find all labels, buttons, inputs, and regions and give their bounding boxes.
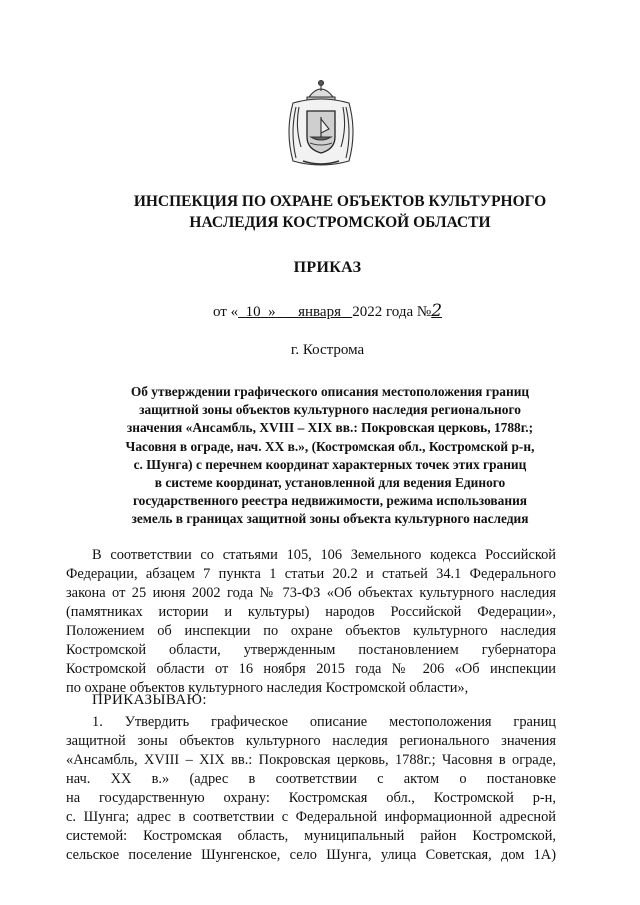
preamble-paragraph	[66, 546, 556, 698]
order-number: 2	[431, 301, 443, 321]
preamble-line: Положением об инспекции по охране объектов культурного наследия	[66, 623, 556, 639]
city: г. Кострома	[290, 342, 365, 358]
organization-line: НАСЛЕДИЯ КОСТРОМСКОЙ ОБЛАСТИ	[189, 214, 491, 231]
subject-line: государственного реестра недвижимости, режима использования	[132, 493, 528, 509]
date-prefix: от «	[213, 304, 239, 320]
clause-line: защитной зоны объектов культурного наследия регионального значения	[66, 733, 556, 749]
organization-line: ИНСПЕКЦИЯ ПО ОХРАНЕ ОБЪЕКТОВ КУЛЬТУРНОГО	[133, 193, 547, 210]
preamble-line: В соответствии со статьями 105, 106 Земельного кодекса Российской	[92, 547, 556, 563]
clause-line: с. Шунга; адрес в соответствии с Федеральной информационной адресной	[66, 809, 556, 825]
preamble-line: (памятниках истории и культуры) народов Российской Федерации»,	[66, 604, 556, 620]
order-subject	[70, 383, 590, 529]
subject-line: с. Шунга) с перечнем координат характерных точек этих границ	[133, 456, 527, 472]
clause-1	[66, 713, 556, 865]
subject-line: значения «Ансамбль, XVIII – XIX вв.: Покровская церковь, 1788г.;	[126, 420, 534, 436]
subject-line: Часовня в ограде, нач. XX в.», (Костромская обл., Костромской р-н,	[125, 438, 535, 454]
clause-line: системой: Костромская область, муниципальный район Костромской,	[66, 828, 556, 844]
subject-line: земель в границах защитной зоны объекта культурного наследия	[131, 511, 529, 527]
date-month: января	[298, 304, 341, 320]
order-date-line	[213, 301, 442, 321]
preamble-line: Костромской области, утвержденным постановлением губернатора	[66, 642, 556, 658]
clause-line: сельское поселение Шунгенское, село Шунга, улица Советская, дом 1А)	[66, 847, 556, 863]
preamble-line: Федерации, абзацем 7 пункта 1 статьи 20.2 и статьей 34.1 Федерального	[66, 566, 556, 582]
preamble-line: по охране объектов культурного наследия Костромской области»,	[66, 680, 469, 696]
document-type: ПРИКАЗ	[293, 259, 362, 276]
preamble-line: закона от 25 июня 2002 года № 73-ФЗ «Об объектах культурного наследия	[66, 585, 556, 601]
date-year: 2022 года №	[352, 304, 432, 320]
clause-line: нач. XX в.» (адрес в соответствии с актом о постановке	[66, 771, 556, 787]
organization-title	[60, 191, 620, 233]
kostroma-coat-of-arms-icon	[279, 77, 363, 169]
clause-line: «Ансамбль, XVIII – XIX вв.: Покровская церковь, 1788г.; Часовня в ограде,	[66, 752, 556, 768]
subject-line: Об утверждении графического описания местоположения границ	[130, 384, 530, 399]
date-day: 10 »	[245, 304, 276, 320]
order-word: ПРИКАЗЫВАЮ:	[92, 692, 207, 708]
preamble-line: Костромской области от 16 ноября 2015 года № 206 «Об инспекции	[66, 661, 556, 677]
subject-line: защитной зоны объектов культурного наследия регионального	[139, 402, 521, 418]
clause-line: 1. Утвердить графическое описание местоположения границ	[92, 714, 556, 730]
subject-line: в системе координат, установленной для ведения Единого	[154, 475, 506, 491]
clause-line: на государственную охрану: Костромская обл., Костромской р-н,	[66, 790, 556, 806]
